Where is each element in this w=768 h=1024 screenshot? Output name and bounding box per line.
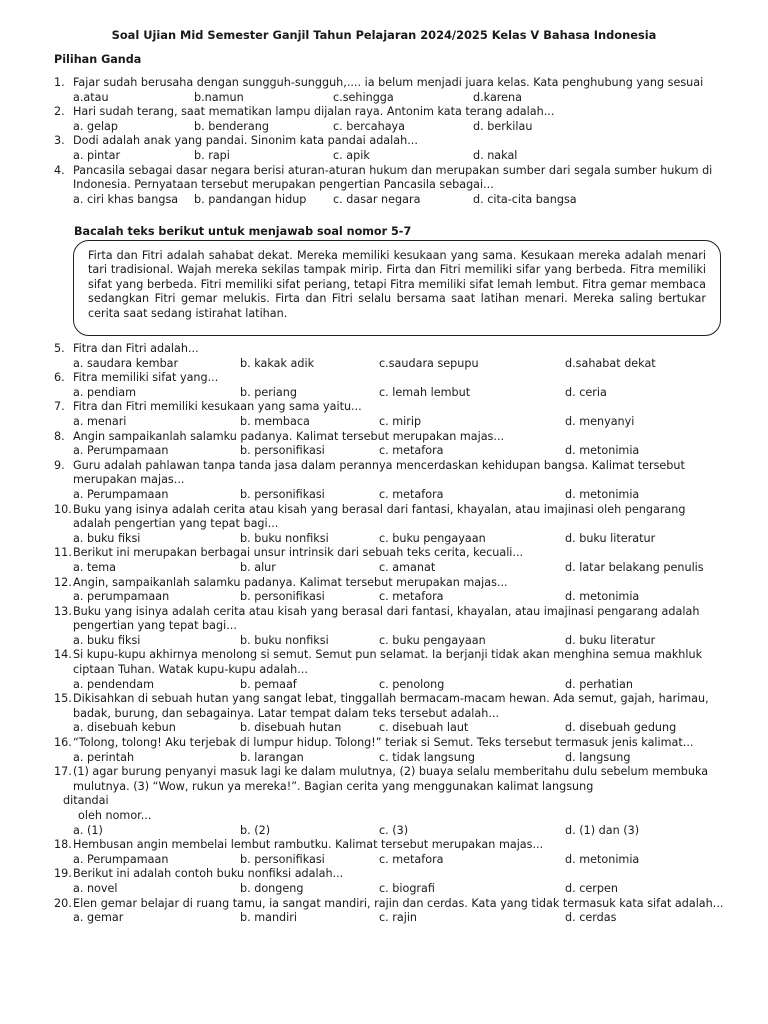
question-item <box>54 105 724 134</box>
answer-options <box>54 590 724 605</box>
answer-option: d. buku literatur <box>565 633 656 647</box>
answer-option: d. perhatian <box>565 677 633 691</box>
question-text: Hembusan angin membelai lembut rambutku. Kalimat tersebut merupakan majas... <box>73 838 544 852</box>
question-item <box>54 342 724 371</box>
answer-options <box>54 721 724 736</box>
answer-options <box>54 91 724 106</box>
answer-options <box>54 911 724 926</box>
question-text: Fitra dan Fitri adalah... <box>73 342 199 355</box>
answer-option: d. metonimia <box>565 444 640 458</box>
answer-option: a. buku fiksi <box>73 531 141 545</box>
question-number: 19. <box>54 867 72 881</box>
reading-passage: Firta dan Fitri adalah sahabat dekat. Mereka memiliki kesukaan yang sama. Kesukaan mereka adalah menari tari tradisional. Wajah mereka sekilas tampak mirip. Firta dan Fitri memiliki sifar yang berbeda. Fitra memiliki sifat yang berbeda. Fitri memiliki sifat periang, tetapi Fitra memiliki sifat lemah lembut. Fitra gemar membaca sedangkan Fitri gemar melukis. Firta dan Fitri selalu bersama saat latihan menari. Mereka saling bertukar cerita saat sedang istirahat latihan. <box>73 240 721 336</box>
answer-option: a. gemar <box>73 911 124 925</box>
answer-option: c. dasar negara <box>333 192 421 206</box>
answer-option: a. disebuah kebun <box>73 721 176 735</box>
answer-option: a. pintar <box>73 148 121 162</box>
answer-option: a. gelap <box>73 119 119 133</box>
answer-options <box>54 751 724 766</box>
question-item <box>54 430 724 459</box>
answer-option: b. periang <box>240 385 297 399</box>
answer-option: b. personifikasi <box>240 487 325 501</box>
question-number: 14. <box>54 648 72 662</box>
question-text: Si kupu-kupu akhirnya menolong si semut. Semut pun selamat. Ia berjanji tidak akan menghina semua makhluk ciptaan Tuhan. Watak kupu-kupu adalah... <box>73 648 703 677</box>
answer-option: a. buku fiksi <box>73 633 141 647</box>
question-row <box>54 134 724 149</box>
answer-options <box>54 853 724 868</box>
answer-option: c. lemah lembut <box>379 385 471 399</box>
answer-option: c. tidak langsung <box>379 750 476 764</box>
page-title: Soal Ujian Mid Semester Ganjil Tahun Pelajaran 2024/2025 Kelas V Bahasa Indonesia <box>111 28 657 42</box>
answer-option: a. perumpamaan <box>73 590 170 604</box>
answer-option: c. bercahaya <box>333 119 406 133</box>
answer-option: a. menari <box>73 414 127 428</box>
question-text: Guru adalah pahlawan tanpa tanda jasa dalam perannya mencerdaskan kehidupan bangsa. Kalimat tersebut merupakan majas... <box>73 458 685 487</box>
question-number: 2. <box>54 105 65 119</box>
answer-option: c. apik <box>333 148 370 162</box>
question-item <box>54 400 724 429</box>
question-text: Elen gemar belajar di ruang tamu, ia sangat mandiri, rajin dan cerdas. Kata yang tidak termasuk kata sifat adalah... <box>73 896 724 910</box>
question-item <box>54 134 724 163</box>
answer-option: c. disebuah laut <box>379 721 469 735</box>
question-number: 9. <box>54 458 65 472</box>
answer-option: b. alur <box>240 560 276 574</box>
answer-option: d. metonimia <box>565 487 640 501</box>
question-row <box>54 897 724 912</box>
answer-option: c. metafora <box>379 590 444 604</box>
question-text-continuation: oleh nomor... <box>78 809 152 822</box>
answer-option: d.karena <box>473 90 522 104</box>
question-item <box>54 867 724 896</box>
answer-option: d. berkilau <box>473 119 533 133</box>
reading-instruction: Bacalah teks berikut untuk menjawab soal nomor 5-7 <box>74 225 412 238</box>
answer-option: d. langsung <box>565 750 631 764</box>
question-item <box>54 503 724 547</box>
answer-option: c. rajin <box>379 911 418 925</box>
question-item <box>54 838 724 867</box>
question-row <box>54 400 724 415</box>
question-item <box>54 692 724 736</box>
answer-option: c. buku pengayaan <box>379 531 486 545</box>
answer-options <box>54 149 724 164</box>
answer-option: b. personifikasi <box>240 852 325 866</box>
answer-option: d. metonimia <box>565 852 640 866</box>
answer-option: c. mirip <box>379 414 422 428</box>
answer-option: a. Perumpamaan <box>73 852 169 866</box>
question-row <box>54 867 724 882</box>
answer-option: a.atau <box>73 90 109 104</box>
answer-option: b. pemaaf <box>240 677 297 691</box>
answer-options <box>54 634 724 649</box>
answer-options <box>54 561 724 576</box>
answer-option: b. buku nonfiksi <box>240 633 329 647</box>
answer-option: d.sahabat dekat <box>565 356 656 370</box>
answer-option: b. (2) <box>240 823 271 837</box>
question-row <box>54 576 724 591</box>
question-row <box>54 76 724 91</box>
answer-option: d. buku literatur <box>565 531 656 545</box>
question-text: Angin sampaikanlah salamku padanya. Kalimat tersebut merupakan majas... <box>73 429 505 443</box>
question-text: Fitra memiliki sifat yang... <box>73 371 219 385</box>
answer-option: a. ciri khas bangsa <box>73 192 179 206</box>
question-text: (1) agar burung penyanyi masuk lagi ke dalam mulutnya, (2) buaya selalu memberitahu dulu sebelum membuka mulutnya. (3) “Wow, rukun ya mereka!”. Bagian cerita yang menggunakan kalimat langsung <box>73 765 709 793</box>
answer-option: c.sehingga <box>333 90 394 104</box>
question-text: Angin, sampaikanlah salamku padanya. Kalimat tersebut merupakan majas... <box>73 575 508 589</box>
answer-option: b. membaca <box>240 414 310 428</box>
answer-options <box>54 824 724 839</box>
question-row <box>54 838 724 853</box>
question-row <box>54 342 724 357</box>
answer-option: a. (1) <box>73 823 103 837</box>
answer-option: b. personifikasi <box>240 444 325 458</box>
question-item <box>54 371 724 400</box>
answer-option: b. larangan <box>240 750 304 764</box>
answer-option: d. menyanyi <box>565 414 635 428</box>
question-row <box>54 736 724 751</box>
question-row <box>54 648 724 677</box>
answer-option: d. metonimia <box>565 590 640 604</box>
question-text: “Tolong, tolong! Aku terjebak di lumpur hidup. Tolong!” teriak si Semut. Teks tersebut termasuk jenis kalimat... <box>73 736 694 750</box>
answer-option: d. latar belakang penulis <box>565 560 704 574</box>
answer-option: b. disebuah hutan <box>240 721 342 735</box>
question-text: Berikut ini adalah contoh buku nonfiksi adalah... <box>73 867 344 881</box>
answer-options <box>54 386 724 401</box>
question-number: 1. <box>54 76 65 89</box>
question-number: 20. <box>54 896 72 910</box>
question-row <box>54 605 724 634</box>
answer-option: d. disebuah gedung <box>565 721 677 735</box>
question-item <box>54 605 724 649</box>
question-item <box>54 765 724 838</box>
answer-option: c. biografi <box>379 881 435 895</box>
answer-option: b. kakak adik <box>240 356 315 370</box>
question-text: Dikisahkan di sebuah hutan yang sangat lebat, tinggallah bermacam-macam hewan. Ada semut, gajah, harimau, badak, burung, dan sebagainya. Latar tempat dalam teks tersebut adalah... <box>73 692 709 720</box>
answer-option: d. cerpen <box>565 881 618 895</box>
question-item <box>54 736 724 765</box>
question-number: 7. <box>54 400 65 414</box>
answer-option: c. metafora <box>379 487 444 501</box>
answer-option: a. pendendam <box>73 677 154 691</box>
question-row <box>54 105 724 120</box>
answer-option: c. metafora <box>379 852 444 866</box>
answer-option: b. mandiri <box>240 911 297 925</box>
answer-option: d. cerdas <box>565 911 617 925</box>
question-item <box>54 576 724 605</box>
question-text: Fitra dan Fitri memiliki kesukaan yang sama yaitu... <box>73 400 362 414</box>
answer-option: b. personifikasi <box>240 590 325 604</box>
answer-option: c. amanat <box>379 560 436 574</box>
question-row <box>54 546 724 561</box>
answer-option: d. nakal <box>473 148 518 162</box>
question-row <box>54 765 724 794</box>
question-text: Pancasila sebagai dasar negara berisi aturan-aturan hukum dan merupakan sumber dari segala sumber hukum di Indonesia. Pernyataan tersebut merupakan pengertian Pancasila sebagai... <box>73 163 713 192</box>
answer-option: b.namun <box>194 90 244 104</box>
answer-options <box>54 444 724 459</box>
question-item <box>54 648 724 692</box>
question-row <box>54 503 724 532</box>
question-item <box>54 459 724 503</box>
answer-option: d. ceria <box>565 385 607 399</box>
question-row <box>54 164 724 193</box>
question-list-part1 <box>54 76 724 207</box>
answer-options <box>54 193 724 208</box>
answer-option: a. saudara kembar <box>73 356 179 370</box>
answer-option: a. Perumpamaan <box>73 444 169 458</box>
question-text: Buku yang isinya adalah cerita atau kisah yang berasal dari fantasi, khayalan, atau imajinasi pengarang adalah pengertian yang tepat bagi... <box>73 604 700 633</box>
answer-option: b. benderang <box>194 119 269 133</box>
answer-option: a. novel <box>73 881 118 895</box>
question-item <box>54 76 724 105</box>
question-item <box>54 546 724 575</box>
question-number: 11. <box>54 546 72 560</box>
question-text-continuation: ditandai <box>63 794 109 808</box>
question-number: 12. <box>54 575 72 589</box>
question-row <box>54 371 724 386</box>
question-number: 5. <box>54 342 65 355</box>
question-row <box>54 459 724 488</box>
section-heading: Pilihan Ganda <box>54 53 142 66</box>
answer-options <box>54 532 724 547</box>
question-number: 3. <box>54 134 65 148</box>
answer-option: c. penolong <box>379 677 445 691</box>
question-number: 17. <box>54 765 72 779</box>
question-number: 8. <box>54 429 65 443</box>
answer-option: d. cita-cita bangsa <box>473 192 577 206</box>
answer-options <box>54 415 724 430</box>
answer-option: b. dongeng <box>240 881 304 895</box>
answer-option: a. tema <box>73 560 116 574</box>
question-number: 15. <box>54 692 72 706</box>
question-row <box>54 430 724 445</box>
answer-option: b. pandangan hidup <box>194 192 307 206</box>
answer-option: c.saudara sepupu <box>379 356 479 370</box>
question-number: 6. <box>54 371 65 385</box>
answer-options <box>54 678 724 693</box>
answer-option: d. (1) dan (3) <box>565 823 640 837</box>
question-text: Buku yang isinya adalah cerita atau kisah yang berasal dari fantasi, khayalan, atau imajinasi oleh pengarang adalah pengertian yang tepat bagi... <box>73 502 686 531</box>
answer-option: a. pendiam <box>73 385 137 399</box>
question-list-part2 <box>54 342 724 926</box>
question-item <box>54 164 724 208</box>
answer-option: b. buku nonfiksi <box>240 531 329 545</box>
answer-options <box>54 488 724 503</box>
answer-option: a. perintah <box>73 750 135 764</box>
question-text: Dodi adalah anak yang pandai. Sinonim kata pandai adalah... <box>73 134 418 148</box>
answer-options <box>54 357 724 372</box>
answer-options <box>54 882 724 897</box>
question-number: 18. <box>54 838 72 852</box>
answer-option: a. Perumpamaan <box>73 487 169 501</box>
answer-option: c. buku pengayaan <box>379 633 486 647</box>
question-text: Hari sudah terang, saat mematikan lampu dijalan raya. Antonim kata terang adalah... <box>73 105 555 119</box>
question-number: 4. <box>54 163 65 177</box>
question-text: Fajar sudah berusaha dengan sungguh-sungguh,.... ia belum menjadi juara kelas. Kata penghubung yang sesuai <box>73 76 704 89</box>
question-number: 13. <box>54 604 72 618</box>
question-number: 16. <box>54 736 72 750</box>
answer-option: c. metafora <box>379 444 444 458</box>
answer-option: c. (3) <box>379 823 409 837</box>
question-number: 10. <box>54 502 72 516</box>
answer-options <box>54 120 724 135</box>
answer-option: b. rapi <box>194 148 230 162</box>
question-item <box>54 897 724 926</box>
question-text: Berikut ini merupakan berbagai unsur intrinsik dari sebuah teks cerita, kecuali... <box>73 546 524 560</box>
question-row <box>54 692 724 721</box>
